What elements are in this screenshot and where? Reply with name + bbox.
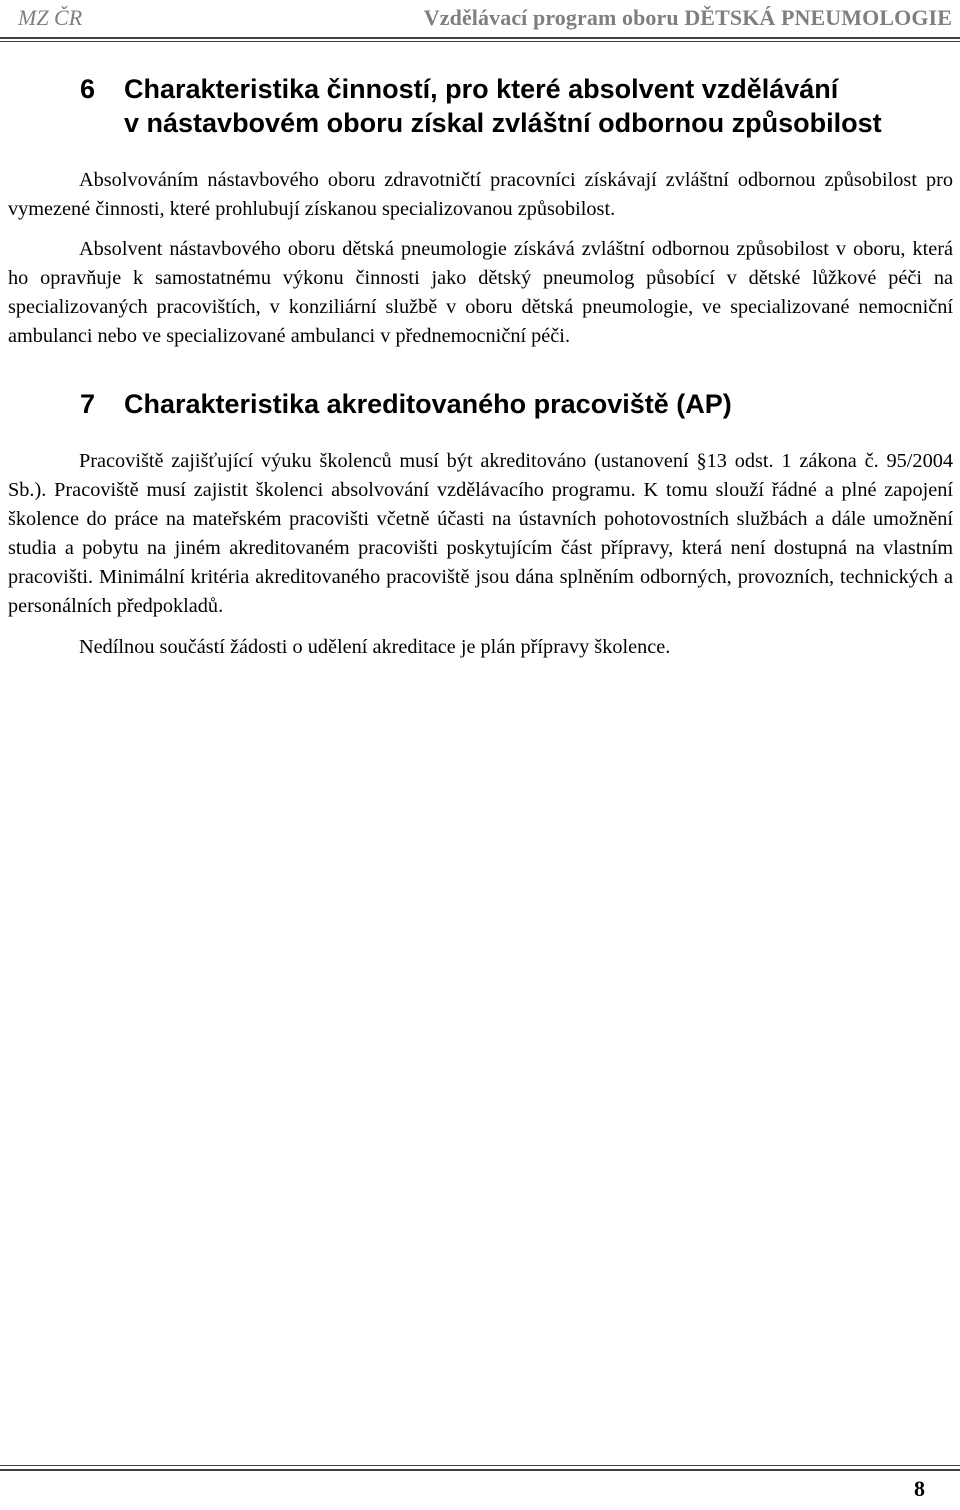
section-7-paragraph-1: Pracoviště zajišťující výuku školenců musí být akreditováno (ustanovení §13 odst. 1 zákona č. 95/2004 Sb.). Pracoviště musí zajistit školenci absolvování vzdělávacího programu. K tomu slouží řádné a plné zapojení školence do práce na mateřském pracovišti včetně účasti na ústavních pohotovostních službách a dále umožnění studia a pobytu na jiném akreditovaném pracovišti poskytujícím část přípravy, která není dostupná na vlastním pracovišti. Minimální kritéria akreditovaného pracoviště jsou dána splněním odborných, provozních, technických a personálních předpokladů. xyxy=(8,450,953,617)
section-7-number: 7 xyxy=(80,389,96,419)
header-ministry: MZ ČR xyxy=(18,5,83,30)
document-body xyxy=(8,72,953,662)
section-7-paragraph-2: Nedílnou součástí žádosti o udělení akreditace je plán přípravy školence. xyxy=(79,636,671,658)
section-6-paragraph-2: Absolvent nástavbového oboru dětská pneumologie získává zvláštní odbornou způsobilost v oboru, která ho opravňuje k samostatnému výkonu činnosti jako dětský pneumolog působící v dětské lůžkové péči na specializovaných pracovištích, v konziliární službě v oboru dětská pneumologie, ve specializované nemocniční ambulanci nebo ve specializované ambulanci v přednemocniční péči. xyxy=(8,238,953,347)
footer-divider-thin xyxy=(0,1465,960,1466)
section-7-heading xyxy=(8,387,953,421)
header-divider-thin xyxy=(0,41,960,42)
header-divider xyxy=(0,37,960,39)
section-6-number: 6 xyxy=(80,74,96,104)
header-program-title: Vzdělávací program oboru DĚTSKÁ PNEUMOLOGIE xyxy=(423,5,952,30)
section-6-title-line1: Charakteristika činností, pro které absolvent vzdělávání xyxy=(124,74,839,104)
section-6-paragraph-1: Absolvováním nástavbového oboru zdravotničtí pracovníci získávají zvláštní odbornou způsobilost pro vymezené činnosti, které prohlubují získanou specializovanou způsobilost. xyxy=(8,169,953,220)
page-header xyxy=(0,0,960,38)
section-6-heading xyxy=(8,72,953,140)
page-number: 8 xyxy=(914,1476,925,1501)
footer-divider xyxy=(0,1469,960,1471)
section-7-title: Charakteristika akreditovaného pracoviště (AP) xyxy=(124,389,732,419)
section-6-title-line2: v nástavbovém oboru získal zvláštní odbornou způsobilost xyxy=(124,108,882,138)
